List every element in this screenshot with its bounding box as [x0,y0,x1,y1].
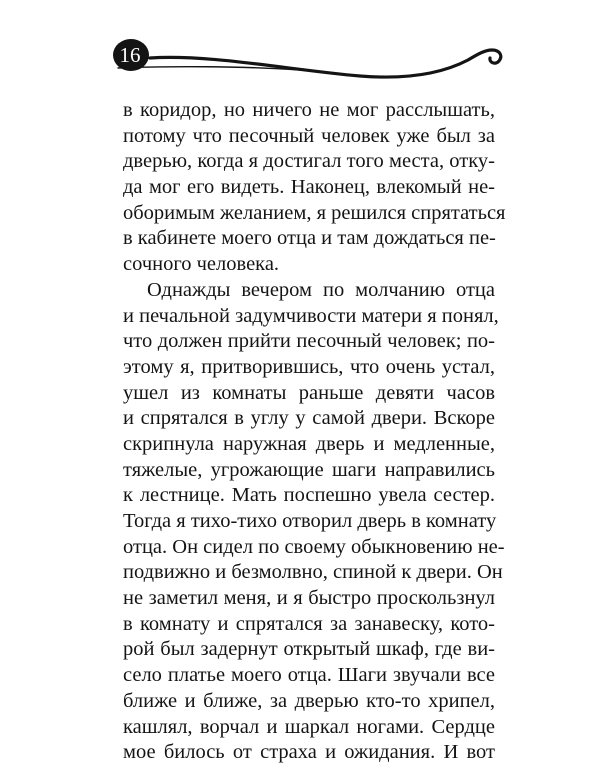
text-line: в комнату и спрятался за занавеску, кото- [123,612,495,635]
text-line: и печальной задумчивости матери я понял, [123,304,499,327]
text-line: ушел из комнаты раньше девяти часов [123,381,495,404]
ornament-flourish-icon [0,0,600,95]
text-line: Тогда я тихо-тихо отворил дверь в комнату [123,510,497,532]
text-line: Однажды вечером по молчанию отца [147,278,495,301]
text-line: тяжелые, угрожающие шаги направились [123,458,495,481]
text-line: дверью, когда я достигал того места, отку- [123,150,495,173]
page-number: 16 [119,43,141,67]
text-line: кашлял, ворчал и шаркал ногами. Сердце [123,715,495,738]
text-line: село платье моего отца. Шаги звучали все [123,664,495,687]
text-line: скрипнула наружная дверь и медленные, [123,432,495,455]
text-line: сочного человека. [123,253,280,276]
text-line: ближе и ближе, за дверью кто-то хрипел, [123,689,495,712]
text-line: подвижно и безмолвно, спиной к двери. Он [123,561,503,584]
text-line: мое билось от страха и ожидания. И вот [123,741,495,764]
text-line: потому что песочный человек уже был за [123,124,495,147]
text-line: отца. Он сидел по своему обыкновению не- [123,535,505,558]
book-text [123,98,506,766]
text-line: не заметил меня, и я быстро проскользнул [123,587,495,610]
text-line: да мог его видеть. Наконец, влекомый не- [123,176,495,199]
text-line: в коридор, но ничего не мог расслышать, [123,99,495,121]
text-line: в кабинете моего отца и там дождаться пе- [123,227,496,250]
text-line: что должен прийти песочный человек; по- [123,330,495,353]
text-line: оборимым желанием, я решился спрятаться [123,201,506,224]
text-line: этому я, притворившись, что очень устал, [123,355,495,378]
text-line: к лестнице. Мать поспешно увела сестер. [123,484,495,507]
page-header [0,0,600,95]
text-line: рой был задернут открытый шкаф, где ви- [123,638,495,661]
text-line: и спрятался в углу у самой двери. Вскоре [123,407,495,430]
